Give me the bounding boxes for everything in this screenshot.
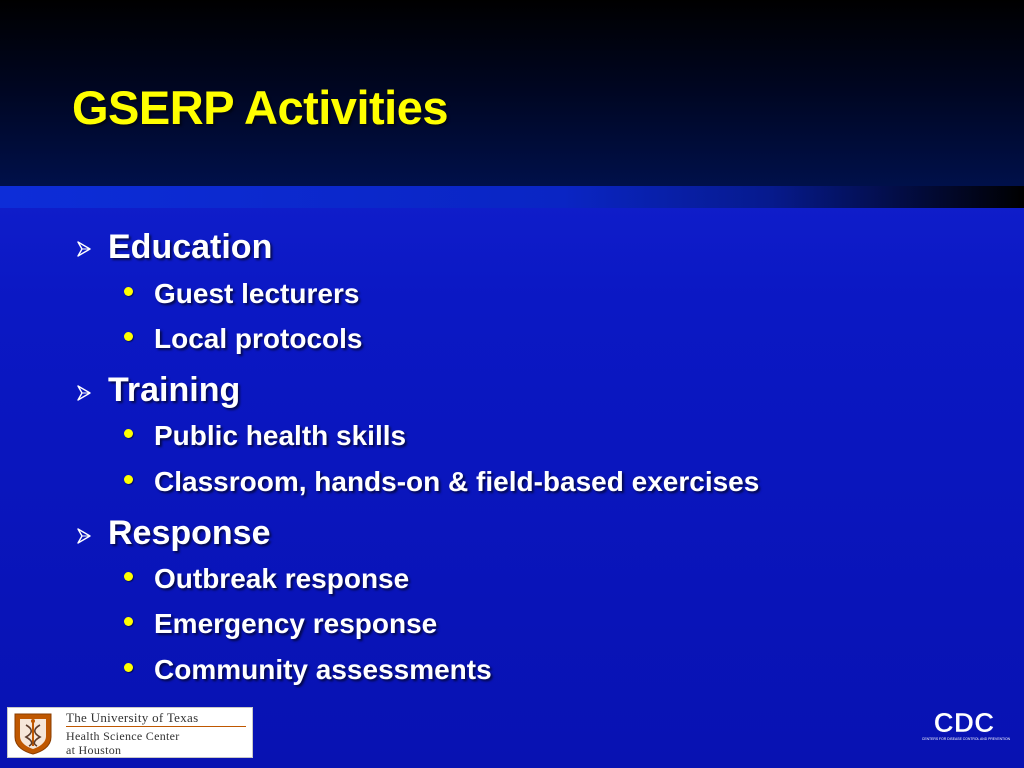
section-heading-training: Training (108, 371, 241, 409)
dot-bullet-icon (124, 332, 133, 341)
list-item: Classroom, hands-on & field-based exercises (154, 466, 760, 497)
ut-logo-line1: The University of Texas (66, 710, 199, 725)
dot-bullet-icon (124, 617, 133, 626)
list-item: Local protocols (154, 323, 363, 354)
arrowhead-bullet-icon (76, 385, 92, 401)
dot-bullet-icon (124, 663, 133, 672)
arrowhead-bullet-icon (76, 241, 92, 257)
slide-title: GSERP Activities (72, 81, 448, 134)
dot-bullet-icon (124, 287, 133, 296)
cdc-mark: CDC (933, 707, 995, 738)
list-item: Emergency response (154, 608, 438, 639)
arrowhead-bullet-icon (76, 528, 92, 544)
list-item: Guest lecturers (154, 278, 360, 309)
cdc-tagline: CENTERS FOR DISEASE CONTROL AND PREVENTION (921, 737, 1011, 741)
list-item: Community assessments (154, 654, 492, 685)
dot-bullet-icon (124, 572, 133, 581)
dot-bullet-icon (124, 475, 133, 484)
ut-logo-rule (66, 726, 246, 727)
section-heading-response: Response (108, 514, 271, 552)
dot-bullet-icon (124, 429, 133, 438)
ut-logo-line2: Health Science Center (66, 729, 180, 743)
section-heading-education: Education (108, 228, 273, 266)
ut-seal-icon (11, 711, 55, 755)
list-item: Outbreak response (154, 563, 410, 594)
list-item: Public health skills (154, 420, 407, 451)
ut-logo-line3: at Houston (66, 743, 122, 757)
ut-health-logo (7, 707, 253, 758)
cdc-logo (921, 706, 1011, 746)
